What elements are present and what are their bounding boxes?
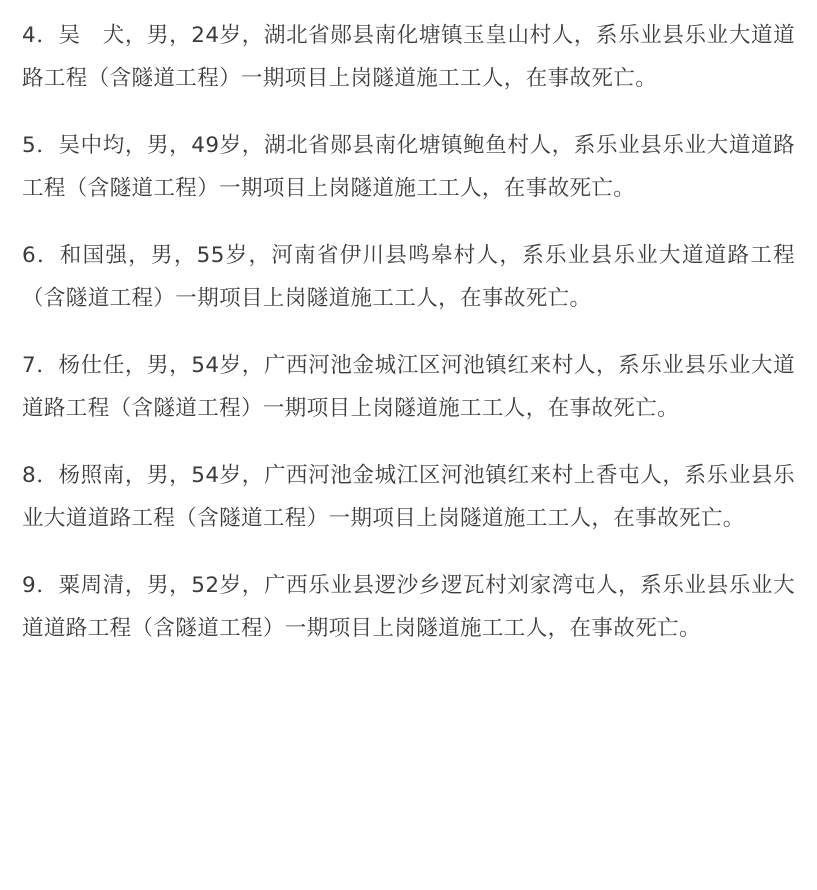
document-paragraph: 4．吴 犬，男，24岁，湖北省郧县南化塘镇玉皇山村人，系乐业县乐业大道道路工程（含隧道工程）一期项目上岗隧道施工工人，在事故死亡。 <box>22 23 795 91</box>
document-paragraph: 8．杨照南，男，54岁，广西河池金城江区河池镇红来村上香屯人，系乐业县乐业大道道路工程（含隧道工程）一期项目上岗隧道施工工人，在事故死亡。 <box>22 463 795 531</box>
document-paragraph: 9．粟周清，男，52岁，广西乐业县逻沙乡逻瓦村刘家湾屯人，系乐业县乐业大道道路工程（含隧道工程）一期项目上岗隧道施工工人，在事故死亡。 <box>22 573 795 641</box>
document-paragraph: 7．杨仕任，男，54岁，广西河池金城江区河池镇红来村人，系乐业县乐业大道道路工程（含隧道工程）一期项目上岗隧道施工工人，在事故死亡。 <box>22 353 795 421</box>
document-paragraph: 5．吴中均，男，49岁，湖北省郧县南化塘镇鲍鱼村人，系乐业县乐业大道道路工程（含隧道工程）一期项目上岗隧道施工工人，在事故死亡。 <box>22 133 795 201</box>
document-paragraph: 6．和国强，男，55岁，河南省伊川县鸣皋村人，系乐业县乐业大道道路工程（含隧道工程）一期项目上岗隧道施工工人，在事故死亡。 <box>22 243 795 311</box>
